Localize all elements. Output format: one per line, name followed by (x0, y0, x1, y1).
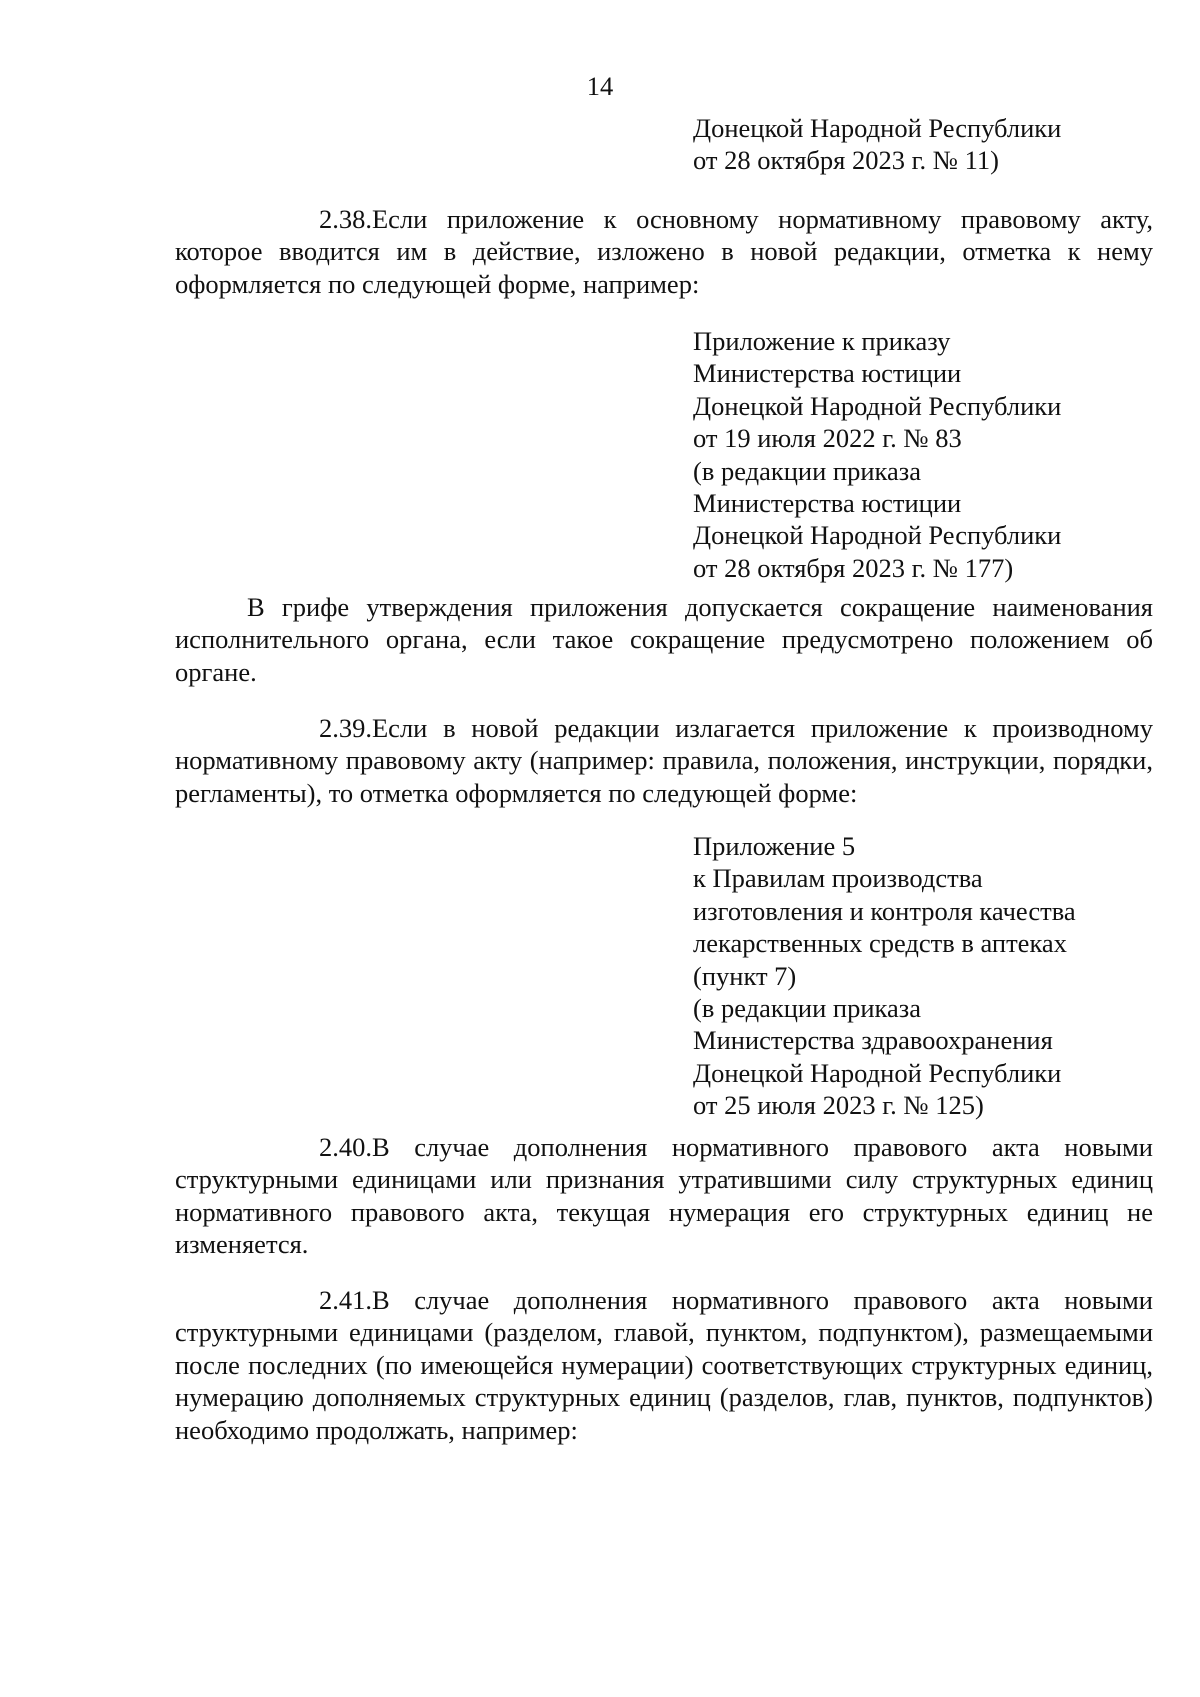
example-line: Донецкой Народной Республики (693, 1057, 1062, 1088)
example-line: (в редакции приказа (693, 455, 921, 486)
page-number: 14 (586, 71, 614, 101)
example-line: от 25 июля 2023 г. № 125) (693, 1090, 984, 1121)
paragraph-number: 2.40. (319, 1132, 372, 1162)
example-line: от 28 октября 2023 г. № 177) (693, 552, 1014, 583)
example-line: (в редакции приказа (693, 993, 921, 1024)
paragraph-2-39 (175, 712, 1153, 809)
example-line: изготовления и контроля качества (693, 895, 1076, 926)
continuation-line: Донецкой Народной Республики (693, 113, 1062, 143)
example-block-2 (693, 830, 1163, 1122)
paragraph-2-40 (175, 1131, 1153, 1261)
example-line: от 19 июля 2022 г. № 83 (693, 423, 962, 454)
example-line: к Правилам производства (693, 863, 983, 894)
example-line: Приложение к приказу (693, 326, 951, 356)
continuation-line: от 28 октября 2023 г. № 11) (693, 145, 999, 176)
paragraph-text: В случае дополнения нормативного правового акта новыми структурными единицами (разделом, главой, пунктом, подпунктом), размещаемыми после последних (по имеющейся нумерации) соответствующих структурных единиц, нумерацию дополняемых структурных единиц (разделов, глав, пунктов, подпунктов) необходимо продолжать, например: (175, 1285, 1153, 1445)
example-line: Министерства юстиции (693, 488, 962, 519)
paragraph-text: Если в новой редакции излагается приложение к производному нормативному правовому акту (например: правила, положения, инструкции, порядки, регламенты), то отметка оформляется по следующей форме: (175, 713, 1153, 808)
paragraph-text: В случае дополнения нормативного правового акта новыми структурными единицами или признания утратившими силу структурных единиц нормативного правового акта, текущая нумерация его структурных единиц не изменяется. (175, 1132, 1153, 1260)
paragraph-number: 2.41. (319, 1285, 372, 1315)
example-block-1 (693, 325, 1163, 584)
continuation-block (693, 112, 1163, 177)
example-line: Донецкой Народной Республики (693, 390, 1062, 421)
paragraph-grif (175, 591, 1153, 688)
example-line: (пункт 7) (693, 960, 797, 991)
paragraph-text: Если приложение к основному нормативному правовому акту, которое вводится им в действие, изложено в новой редакции, отметка к нему оформляется по следующей форме, например: (175, 204, 1153, 299)
example-line: лекарственных средств в аптеках (693, 928, 1067, 959)
example-line: Приложение 5 (693, 831, 856, 861)
paragraph-2-41 (175, 1284, 1153, 1446)
example-line: Министерства здравоохранения (693, 1025, 1053, 1056)
paragraph-2-38 (175, 203, 1153, 300)
paragraph-number: 2.39. (319, 713, 372, 743)
example-line: Министерства юстиции (693, 358, 962, 389)
paragraph-number: 2.38. (319, 204, 372, 234)
example-line: Донецкой Народной Республики (693, 520, 1062, 551)
paragraph-text: В грифе утверждения приложения допускается сокращение наименования исполнительного органа, если такое сокращение предусмотрено положением об органе. (175, 592, 1153, 687)
